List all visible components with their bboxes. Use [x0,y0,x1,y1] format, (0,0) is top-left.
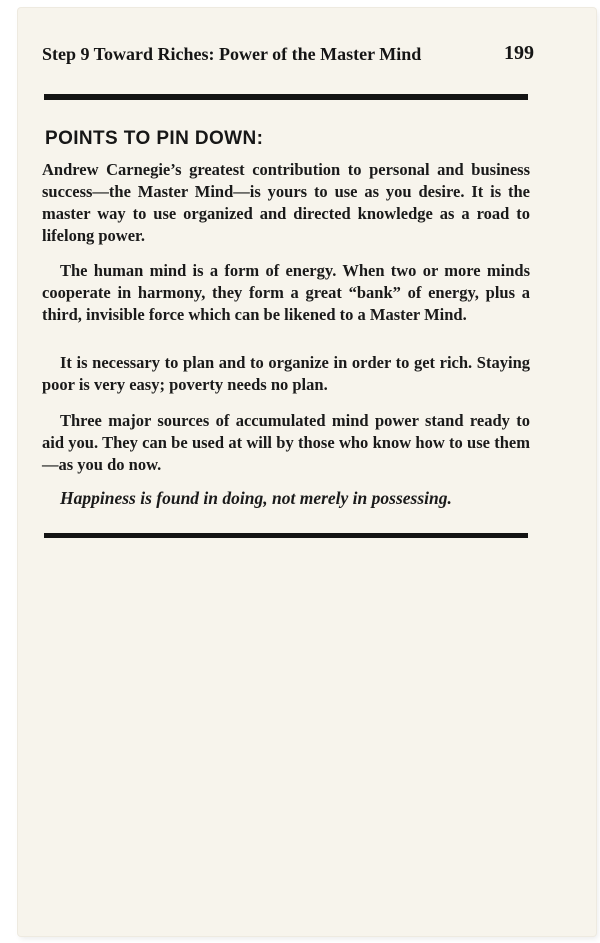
running-head: Step 9 Toward Riches: Power of the Master Mind [42,44,422,64]
paragraph-3: It is necessary to plan and to organize in order to get rich. Staying poor is very easy; poverty needs no plan. [42,353,530,394]
closing-quote: Happiness is found in doing, not merely in possessing. [60,488,452,508]
paragraph-4: Three major sources of accumulated mind power stand ready to aid you. They can be used at will by those who know how to use them—as you do now. [42,411,530,474]
paragraph-2: The human mind is a form of energy. When two or more minds cooperate in harmony, they form a great “bank” of energy, plus a third, invisible force which can be likened to a Master Mind. [42,261,530,324]
top-rule [44,94,528,100]
page-header [42,42,534,72]
page-number: 199 [504,42,534,64]
book-page [18,8,596,936]
paragraph-1: Andrew Carnegie’s greatest contribution to personal and business success—the Master Mind—is yours to use as you desire. It is the master way to use organized and directed knowledge as a road to lifelong power. [42,160,530,245]
section-heading: POINTS TO PIN DOWN: [45,128,264,149]
bottom-rule [44,533,528,538]
